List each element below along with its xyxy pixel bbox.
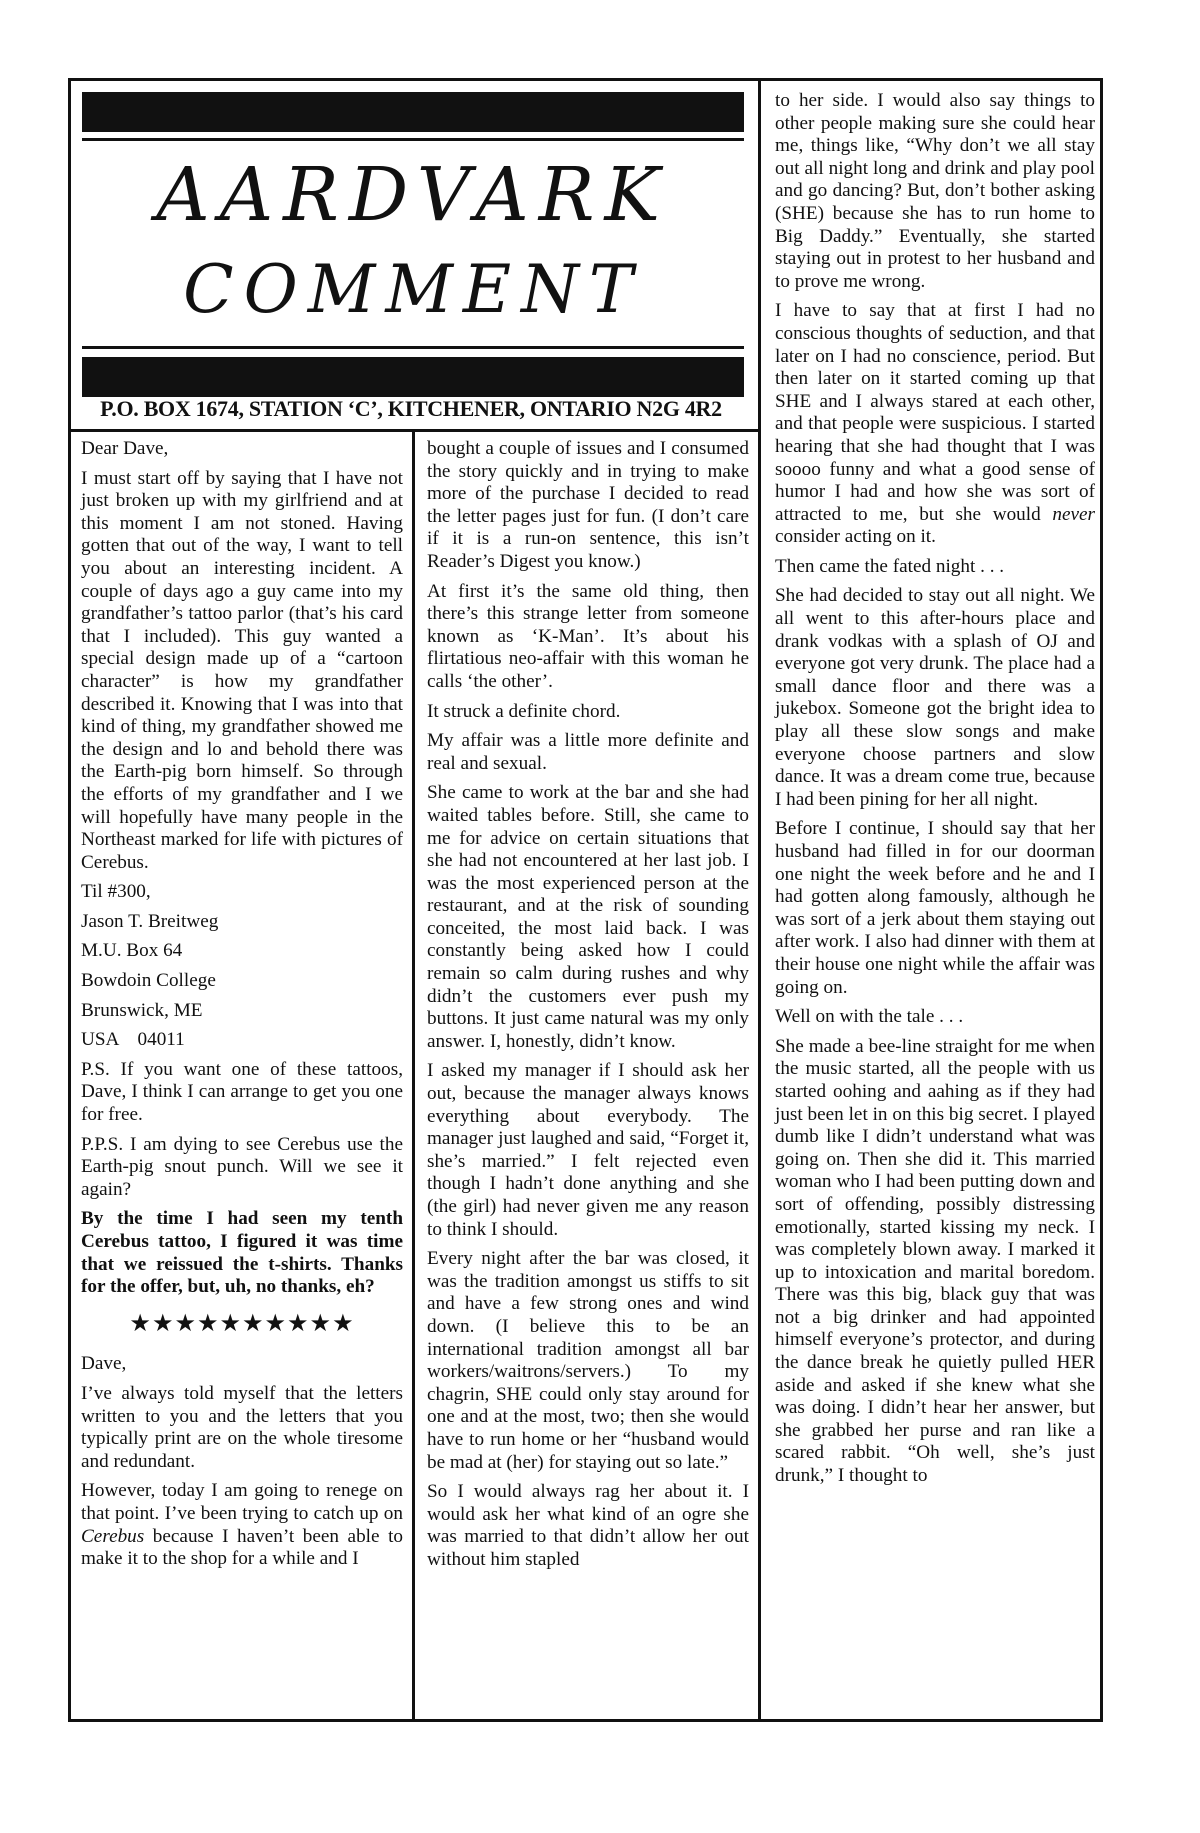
header-bottom-rule xyxy=(82,346,744,349)
letter1-pps: P.P.S. I am dying to see Cerebus use the Earth-pig snout punch. Will we see it again? xyxy=(81,1133,403,1200)
letter2-paragraph: Then came the fated night . . . xyxy=(775,555,1005,577)
letter2-paragraph: Well on with the tale . . . xyxy=(775,1006,964,1028)
signature-city: Brunswick, ME xyxy=(81,999,203,1021)
letter2-paragraph: Before I continue, I should say that her husband had filled in for our doorman one night the week before and he and I had gotten along famously, although he was sort of a jerk about them staying out after work. I also had dinner with them at their house one night while the affair was going on. xyxy=(775,818,1095,998)
column-divider-2 xyxy=(758,78,761,1722)
letter2-paragraph: It struck a definite chord. xyxy=(427,700,621,722)
letter2-paragraph: I asked my manager if I should ask her out, because the manager always knows everything about everybody. The manager just laughed and said, “Forget it, she’s married.” I felt rejected even though I hadn’t done anything and she (the girl) had never given me any reason to think I should. xyxy=(427,1060,749,1240)
letter2-paragraph: I’ve always told myself that the letters written to you and the letters that you typically print are on the whole tiresome and redundant. xyxy=(81,1382,403,1472)
column-2 xyxy=(427,438,749,1579)
letter2-paragraph: She came to work at the bar and she had waited tables before. Still, she came to me for advice on certain situations that she had not encountered at her last job. I was the most experienced person at the restaurant, and at the risk of sounding conceited, the most laid back. I was constantly being asked how I could remain so calm during rushes and why didn’t the customers ever push my buttons. It just came natural was my only answer. I, honestly, didn’t know. xyxy=(427,782,749,1052)
signature-zip: USA 04011 xyxy=(81,1029,185,1051)
signature-college: Bowdoin College xyxy=(81,970,216,992)
column-3 xyxy=(775,90,1095,1495)
letter2-paragraph: However, today I am going to renege on that point. I’ve been trying to catch up on Cerebus because I haven’t been able to make it to the shop for a while and I xyxy=(81,1480,403,1570)
column-1 xyxy=(81,438,403,1578)
header-top-rule xyxy=(82,138,744,141)
letter2-paragraph: She had decided to stay out all night. We all went to this after-hours place and drank vodkas with a splash of OJ and everyone got very drunk. The place had a small dance floor and there was a jukebox. Someone got the bright idea to play all these slow songs and make everyone choose partners and slow dance. It was a dream come true, because I had been pining for her all night. xyxy=(775,585,1095,810)
letter2-paragraph: So I would always rag her about it. I would ask her what kind of an ogre she was married to that didn’t allow her out without him stapled xyxy=(427,1481,749,1570)
title-aardvark: AARDVARK xyxy=(156,152,670,238)
title-comment: COMMENT xyxy=(183,251,643,328)
signature-name: Jason T. Breitweg xyxy=(81,910,219,932)
letter2-paragraph: My affair was a little more definite and real and sexual. xyxy=(427,730,749,774)
letter2-paragraph: At first it’s the same old thing, then there’s this strange letter from someone known as ‘K-Man’. It’s about his flirtatious neo-affair with this woman he calls ‘the other’. xyxy=(427,580,749,692)
letter2-paragraph: Every night after the bar was closed, it was the tradition amongst us stiffs to sit and have a few strong ones and wind down. (I believe this to be an international tradition amongst all bar workers/waitrons/servers.) To my chagrin, SHE could only stay around for one and at the most, two; then she would have to run home or her “husband would be mad at (her) for staying out so late.” xyxy=(427,1248,749,1473)
letter2-paragraph-continued: to her side. I would also say things to other people making sure she could hear me, things like, “Why don’t we all stay out all night long and drink and play pool and go dancing? But, don’t bother asking (SHE) because she has to run home to Big Daddy.” Eventually, she started staying out in protest to her husband and to prove me wrong. xyxy=(775,90,1095,292)
header-top-bar xyxy=(82,92,744,132)
letter1-ps: P.S. If you want one of these tattoos, Dave, I think I can arrange to get you one for free. xyxy=(81,1058,403,1126)
letter2-salutation: Dave, xyxy=(81,1353,127,1375)
letter1-paragraph: I must start off by saying that I have not just broken up with my girlfriend and at this moment I am not stoned. Having gotten that out of the way, I want to tell you about an interesting incident. A couple of days ago a guy came into my grandfather’s tattoo parlor (that’s his card that I included). This guy wanted a special design made up of a “cartoon character” is how my grandfather described it. Knowing that I was into that kind of thing, my grandfather showed me the design and lo and behold there was the Earth-pig born himself. So through the efforts of my grandfather and I we will hopefully have many people in the Northeast marked for life with pictures of Cerebus. xyxy=(81,467,403,873)
letter1-closing: Til #300, xyxy=(81,881,151,903)
header-bottom-bar xyxy=(82,357,744,397)
star-divider: ★★★★★★★★★★ xyxy=(129,1310,355,1337)
letter2-paragraph: I have to say that at first I had no conscious thoughts of seduction, and that later on I had no conscience, period. But then later on it started coming up that SHE and I always stared at each other, and that people were suspicious. I started hearing that she had thought that I was soooo funny and what a good sense of humor I had and how she was sort of attracted to me, but she would never consider acting on it. xyxy=(775,300,1095,548)
letter2-paragraph: She made a bee-line straight for me when the music started, all the people with us started oohing and aahing as if they had just been let in on this big secret. I played dumb like I didn’t understand what was going on. Then she did it. This married woman who I had been putting down and sort of offending, possibly distressing emotionally, started kissing my neck. I was completely blown away. I marked it up to intoxication and marital boredom. There was this big, black guy that was not a big drinker and had appointed himself everyone’s protector, and during the dance break he quietly pulled HER aside and asked if she knew what she was doing. I didn’t hear her answer, but she grabbed her purse and ran like a scared rabbit. “Oh well, she’s just drunk,” I thought to xyxy=(775,1035,1095,1487)
signature-box: M.U. Box 64 xyxy=(81,940,183,962)
column-divider-1 xyxy=(412,429,415,1722)
editor-reply: By the time I had seen my tenth Cerebus tattoo, I figured it was time that we reissued the t-shirts. Thanks for the offer, but, uh, no thanks, eh? xyxy=(81,1208,403,1298)
letter2-paragraph-continued: bought a couple of issues and I consumed the story quickly and in trying to make more of the purchase I decided to read the letter pages just for fun. (I don’t care if it is a run-on sentence, this isn’t Reader’s Digest you know.) xyxy=(427,438,749,572)
mailing-address: P.O. BOX 1674, STATION ‘C’, KITCHENER, ONTARIO N2G 4R2 xyxy=(100,396,722,421)
letter1-salutation: Dear Dave, xyxy=(81,438,169,459)
